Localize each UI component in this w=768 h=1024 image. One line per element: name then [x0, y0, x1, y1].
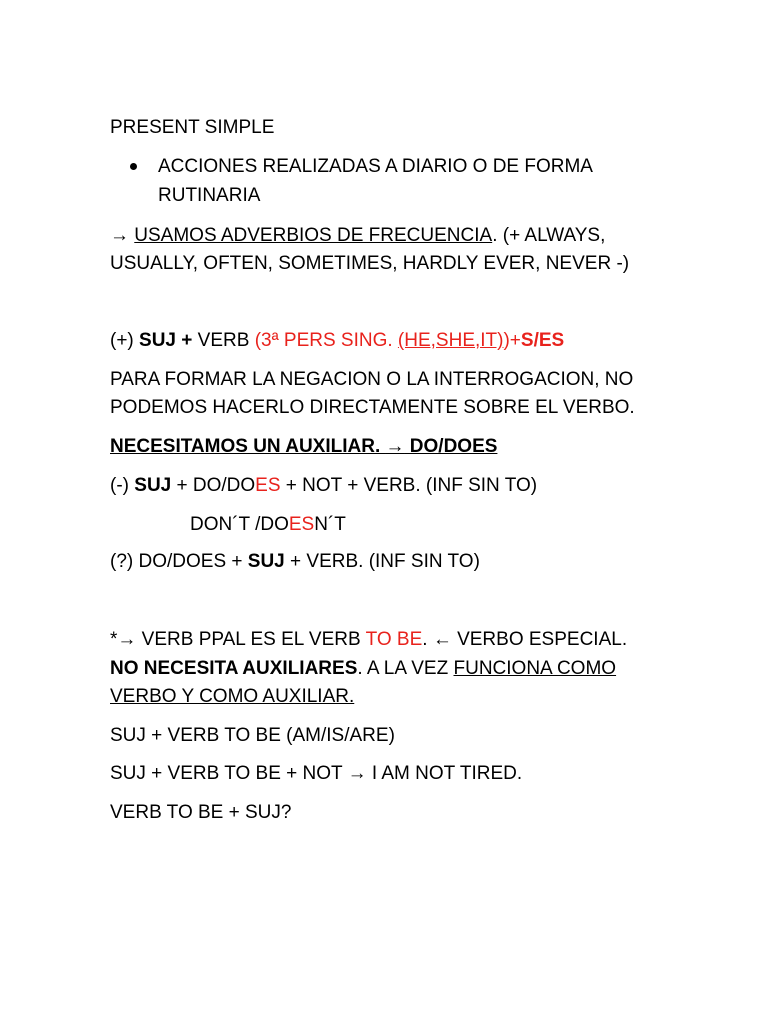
adverbs-heading: USAMOS ADVERBIOS DE FRECUENCIA — [134, 225, 493, 246]
affirmative-pronouns: (HE,SHE,IT) — [397, 330, 504, 351]
bullet-line-2 — [158, 182, 260, 210]
affirmative-ending: S/ES — [520, 330, 565, 351]
tobe-no-aux: NO NECESITA AUXILIARES — [110, 658, 358, 679]
tobe-text-1: VERB PPAL ES EL VERB — [136, 629, 366, 650]
negative-do: + DO/DO — [171, 475, 256, 496]
affirmative-rule — [110, 327, 564, 355]
question-tail: + VERB. (INF SIN TO) — [284, 551, 480, 572]
example-2-result: I AM NOT TIRED. — [366, 763, 523, 784]
right-arrow-icon: → — [347, 763, 367, 784]
affirmative-verb: VERB — [192, 330, 255, 351]
negation-note-text-2: PODEMOS HACERLO DIRECTAMENTE SOBRE EL VERBO. — [110, 397, 635, 418]
affirmative-plus: )+ — [503, 330, 521, 351]
example-2 — [110, 760, 522, 788]
tobe-highlight: TO BE — [365, 629, 423, 650]
right-arrow-icon: → — [117, 629, 137, 650]
negative-prefix: (-) — [110, 475, 135, 496]
auxiliary-do-does: DO/DOES — [404, 436, 498, 457]
negative-rule — [110, 472, 537, 500]
bullet-text-1: ACCIONES REALIZADAS A DIARIO O DE FORMA — [158, 156, 593, 177]
affirmative-prefix: (+) — [110, 330, 140, 351]
tobe-line-2 — [110, 655, 616, 683]
tobe-text-3: VERBO ESPECIAL. — [451, 629, 628, 650]
negation-note-1 — [110, 366, 633, 394]
right-arrow-icon: → — [385, 436, 405, 457]
example-3 — [110, 799, 291, 827]
bullet-line-1 — [158, 153, 593, 181]
asterisk: * — [110, 629, 118, 650]
negative-tail: + NOT + VERB. (INF SIN TO) — [280, 475, 538, 496]
tobe-line-1 — [110, 626, 627, 654]
left-arrow-icon: ← — [432, 629, 452, 650]
auxiliary-text: NECESITAMOS UN AUXILIAR. — [110, 436, 386, 457]
negation-note-text-1: PARA FORMAR LA NEGACION O LA INTERROGACION, NO — [110, 369, 634, 390]
tobe-text-2: . — [422, 629, 433, 650]
tobe-funciona: FUNCIONA COMO — [453, 658, 617, 679]
tobe-text-4: . A LA VEZ — [357, 658, 454, 679]
negative-es: ES — [255, 475, 281, 496]
affirmative-third-person: (3ª PERS SING. — [254, 330, 398, 351]
question-suj: SUJ — [247, 551, 285, 572]
adverbs-list: USUALLY, OFTEN, SOMETIMES, HARDLY EVER, NEVER -) — [110, 253, 630, 274]
question-rule — [110, 548, 480, 576]
adverbs-list-start: . (+ ALWAYS, — [492, 225, 606, 246]
negative-suj: SUJ — [134, 475, 172, 496]
bullet-dot-icon — [130, 163, 137, 170]
example-3-text: VERB TO BE + SUJ? — [110, 802, 292, 823]
contraction-part-2: N´T — [314, 514, 346, 535]
contraction-line — [190, 511, 346, 539]
affirmative-suj: SUJ + — [139, 330, 193, 351]
example-2-text: SUJ + VERB TO BE + NOT — [110, 763, 348, 784]
title-text: PRESENT SIMPLE — [110, 117, 275, 138]
right-arrow-icon: → — [110, 225, 129, 246]
adverbs-line-1 — [110, 222, 605, 250]
tobe-auxiliar: VERBO Y COMO AUXILIAR. — [110, 686, 355, 707]
negation-note-2 — [110, 394, 635, 422]
contraction-part-1: DON´T /DO — [190, 514, 289, 535]
adverbs-line-2 — [110, 250, 629, 278]
question-prefix: (?) DO/DOES + — [110, 551, 248, 572]
contraction-es: ES — [288, 514, 315, 535]
example-1 — [110, 722, 395, 750]
tobe-line-3 — [110, 683, 354, 711]
example-1-text: SUJ + VERB TO BE (AM/IS/ARE) — [110, 725, 395, 746]
bullet-text-2: RUTINARIA — [158, 185, 261, 206]
page-title — [110, 114, 274, 142]
auxiliary-heading — [110, 433, 497, 461]
